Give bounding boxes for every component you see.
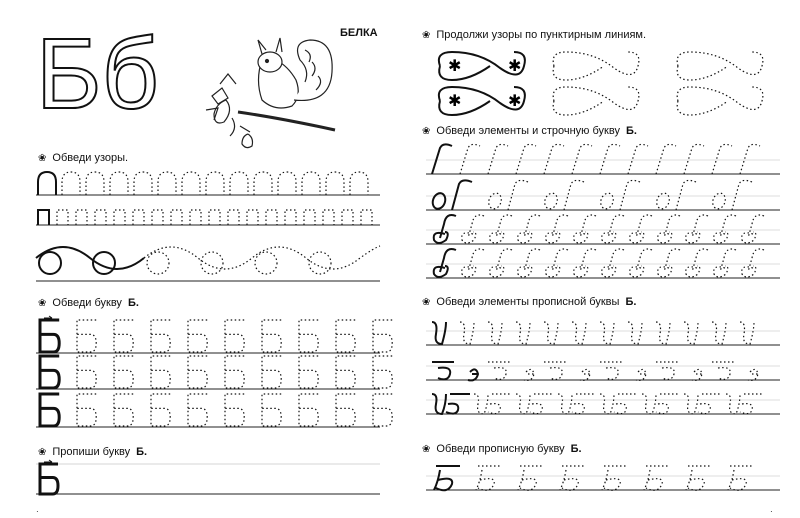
- square-pattern: [38, 210, 49, 225]
- square-pattern: [95, 210, 106, 225]
- hook-element: [488, 144, 508, 174]
- letter-b-traced: [114, 320, 133, 352]
- upper-element: [636, 369, 646, 380]
- capital-b-letter: [686, 466, 712, 490]
- cursive-b-letter: [714, 215, 736, 243]
- hook-element: [460, 144, 480, 174]
- square-pattern: [247, 210, 258, 225]
- task-label: Обведи элементы и строчную букву: [436, 125, 620, 137]
- letter-b-traced: [299, 356, 318, 388]
- arch-pattern: [230, 172, 248, 195]
- square-pattern: [323, 210, 334, 225]
- oval-element: [655, 191, 672, 210]
- circle-pattern: [309, 252, 331, 274]
- cursive-b-letter: [602, 215, 624, 243]
- hook-element: [712, 144, 732, 174]
- hook-element: [676, 180, 696, 210]
- upper-element: [558, 394, 596, 414]
- arch-pattern: [206, 172, 224, 195]
- arch-pattern: [62, 172, 80, 195]
- letter-b-traced: [77, 394, 96, 426]
- asterisk-icon: ✱: [508, 91, 522, 110]
- cursive-b-letter: [714, 249, 736, 277]
- hook-element: [452, 180, 472, 210]
- letter-b-sample: [40, 464, 58, 494]
- wave-pattern: [36, 247, 144, 269]
- letter-b-traced: [299, 320, 318, 352]
- oval-pattern: [439, 101, 490, 115]
- circle-pattern: [201, 252, 223, 274]
- letter-b-traced: [299, 394, 318, 426]
- upper-element: [432, 394, 470, 414]
- hook-element: [516, 144, 536, 174]
- upper-element: [600, 362, 622, 379]
- task-letter: Б.: [570, 443, 582, 455]
- flower-icon: ❀: [422, 296, 431, 308]
- letter-b-sample: [40, 356, 59, 388]
- square-pattern: [152, 210, 163, 225]
- oval-element: [599, 191, 616, 210]
- arch-pattern: [38, 172, 56, 195]
- oval-element: [711, 191, 728, 210]
- upper-element: [516, 322, 530, 344]
- arch-pattern: [350, 172, 368, 195]
- hook-element: [620, 180, 640, 210]
- cursive-b-letter: [462, 249, 484, 277]
- asterisk-icon: ✱: [508, 56, 522, 75]
- upper-element: [474, 394, 512, 414]
- cursive-b-letter: [574, 249, 596, 277]
- hook-element: [628, 144, 648, 174]
- flower-icon: ❀: [38, 152, 47, 164]
- upper-element: [488, 322, 502, 344]
- upper-element: [726, 394, 764, 414]
- square-pattern: [57, 210, 68, 225]
- capital-b-letter: [644, 466, 670, 490]
- letter-b-traced: [262, 356, 281, 388]
- oval-pattern-traced: [553, 87, 639, 110]
- letter-b-traced: [188, 320, 207, 352]
- capital-b-letter: [560, 466, 586, 490]
- letter-b-traced: [373, 394, 392, 426]
- square-pattern: [171, 210, 182, 225]
- letter-b-sample: [40, 394, 59, 426]
- oval-element: [431, 191, 448, 210]
- asterisk-icon: ✱: [448, 56, 462, 75]
- arch-pattern: [182, 172, 200, 195]
- letter-b-sample: [40, 320, 59, 352]
- upper-element: [544, 362, 566, 379]
- upper-element: [684, 394, 722, 414]
- oval-pattern-traced: [677, 101, 728, 115]
- upper-element: [712, 362, 734, 379]
- square-pattern: [342, 210, 353, 225]
- arch-pattern: [278, 172, 296, 195]
- oval-pattern-traced: [677, 87, 763, 110]
- oval-pattern-traced: [553, 101, 604, 115]
- letter-b-traced: [225, 356, 244, 388]
- arch-pattern: [254, 172, 272, 195]
- flower-icon: ❀: [422, 443, 431, 455]
- square-pattern: [190, 210, 201, 225]
- hook-element: [564, 180, 584, 210]
- letter-b-traced: [336, 394, 355, 426]
- oval-pattern-traced: [677, 66, 728, 80]
- capital-b-letter: [728, 466, 754, 490]
- task-letter: Б.: [625, 296, 637, 308]
- letter-b-traced: [262, 320, 281, 352]
- square-pattern: [228, 210, 239, 225]
- cursive-b-letter: [518, 249, 540, 277]
- cursive-b-letter: [462, 215, 484, 243]
- upper-element: [692, 369, 702, 380]
- flower-icon: ❀: [422, 29, 431, 41]
- cursive-b-letter: [658, 249, 680, 277]
- arch-pattern: [134, 172, 152, 195]
- cursive-b-letter: [630, 215, 652, 243]
- letter-b-traced: [77, 356, 96, 388]
- hook-element: [432, 144, 452, 174]
- task-label: Обведи прописную букву: [436, 443, 565, 455]
- letter-b-traced: [77, 320, 96, 352]
- circle-pattern: [255, 252, 277, 274]
- arch-pattern: [110, 172, 128, 195]
- oval-pattern-traced: [677, 52, 763, 75]
- task-letter: Б.: [625, 125, 637, 137]
- upper-element: [544, 322, 558, 344]
- arch-pattern: [302, 172, 320, 195]
- letter-b-traced: [262, 394, 281, 426]
- capital-b-letter: [602, 466, 628, 490]
- page-marker: ·: [770, 507, 773, 516]
- flower-icon: ❀: [38, 446, 47, 458]
- hook-element: [732, 180, 752, 210]
- square-pattern: [304, 210, 315, 225]
- cursive-b-letter: [602, 249, 624, 277]
- upper-element: [432, 362, 454, 379]
- cursive-b-letter: [574, 215, 596, 243]
- cursive-b-letter: [434, 215, 456, 243]
- upper-element: [488, 362, 510, 379]
- task-letter: Б.: [127, 297, 139, 309]
- square-pattern: [361, 210, 372, 225]
- upper-element: [642, 394, 680, 414]
- cursive-b-letter: [742, 249, 764, 277]
- letter-b-traced: [151, 394, 170, 426]
- page-marker: ·: [36, 507, 39, 516]
- oval-pattern-traced: [553, 66, 604, 80]
- cursive-b-letter: [546, 249, 568, 277]
- cursive-b-letter: [546, 215, 568, 243]
- letter-b-traced: [188, 394, 207, 426]
- task-label: Продолжи узоры по пунктирным линиям.: [436, 29, 647, 41]
- oval-pattern: [439, 66, 490, 80]
- hook-element: [600, 144, 620, 174]
- oval-pattern-traced: [553, 52, 639, 75]
- cursive-b-letter: [518, 215, 540, 243]
- square-pattern: [285, 210, 296, 225]
- cursive-b-letter: [742, 215, 764, 243]
- upper-element: [684, 322, 698, 344]
- upper-element: [748, 369, 758, 380]
- oval-element: [487, 191, 504, 210]
- upper-element: [628, 322, 642, 344]
- cursive-b-letter: [630, 249, 652, 277]
- wave-pattern: [144, 246, 380, 269]
- flower-icon: ❀: [422, 125, 431, 137]
- square-pattern: [133, 210, 144, 225]
- upper-element: [580, 369, 590, 380]
- upper-element: [524, 369, 534, 380]
- upper-element: [656, 362, 678, 379]
- upper-element: [468, 369, 478, 380]
- letter-b-traced: [225, 394, 244, 426]
- letter-b-traced: [188, 356, 207, 388]
- task-label: Пропиши букву: [52, 446, 131, 458]
- upper-element: [656, 322, 670, 344]
- flower-icon: ❀: [38, 297, 47, 309]
- upper-element: [516, 394, 554, 414]
- upper-element: [712, 322, 726, 344]
- upper-element: [572, 322, 586, 344]
- square-pattern: [266, 210, 277, 225]
- upper-element: [432, 322, 446, 344]
- arch-pattern: [326, 172, 344, 195]
- task-label: Обведи элементы прописной буквы: [436, 296, 620, 308]
- hook-element: [740, 144, 760, 174]
- letter-b-traced: [373, 356, 392, 388]
- asterisk-icon: ✱: [448, 91, 462, 110]
- hook-element: [508, 180, 528, 210]
- arch-pattern: [158, 172, 176, 195]
- cursive-b-letter: [490, 215, 512, 243]
- upper-element: [600, 394, 638, 414]
- square-pattern: [114, 210, 125, 225]
- letter-b-traced: [151, 320, 170, 352]
- square-pattern: [209, 210, 220, 225]
- upper-element: [460, 322, 474, 344]
- upper-element: [740, 322, 754, 344]
- upper-element: [600, 322, 614, 344]
- cursive-b-letter: [658, 215, 680, 243]
- capital-b-letter: [476, 466, 502, 490]
- capital-b-letter: [518, 466, 544, 490]
- hook-element: [544, 144, 564, 174]
- hook-element: [656, 144, 676, 174]
- cursive-b-letter: [490, 249, 512, 277]
- letter-b-traced: [373, 320, 392, 352]
- arch-pattern: [86, 172, 104, 195]
- letter-b-traced: [336, 320, 355, 352]
- cursive-b-letter: [434, 249, 456, 277]
- circle-pattern: [147, 252, 169, 274]
- hook-element: [684, 144, 704, 174]
- letter-b-traced: [151, 356, 170, 388]
- capital-b-letter: [434, 466, 460, 490]
- picture-caption: БЕЛКА: [340, 27, 378, 39]
- letter-b-traced: [114, 356, 133, 388]
- task-label: Обведи узоры.: [52, 152, 129, 164]
- task-letter: Б.: [136, 446, 148, 458]
- cursive-b-letter: [686, 249, 708, 277]
- cursive-b-letter: [686, 215, 708, 243]
- big-letter-bb: Бб: [36, 18, 159, 130]
- letter-b-traced: [114, 394, 133, 426]
- oval-element: [543, 191, 560, 210]
- letter-b-traced: [336, 356, 355, 388]
- letter-b-traced: [225, 320, 244, 352]
- circle-pattern: [39, 252, 61, 274]
- hook-element: [572, 144, 592, 174]
- square-pattern: [76, 210, 87, 225]
- task-label: Обведи букву: [52, 297, 122, 309]
